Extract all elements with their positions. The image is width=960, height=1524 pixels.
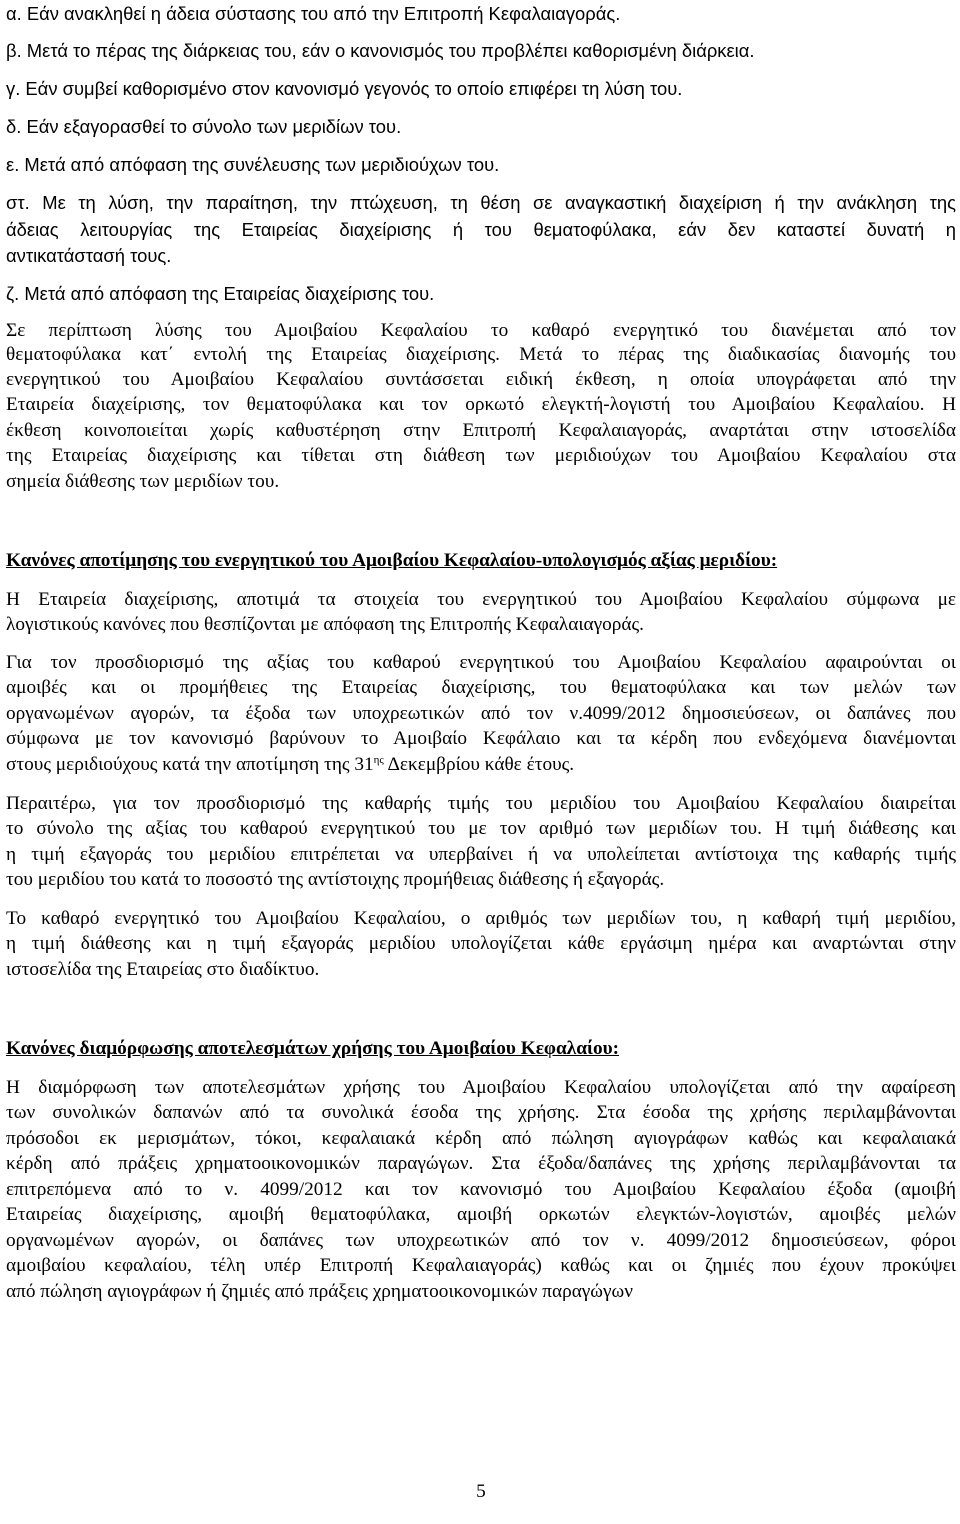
valuation-paragraph-3-line-4: του μεριδίου του κατά το ποσοστό της αντίστοιχης προμήθειας διάθεσης ή εξαγοράς.	[6, 869, 665, 890]
liquidation-paragraph-line-6: της Εταιρείας διαχείρισης και τίθεται στη διάθεση των μεριδιούχων του Αμοιβαίου Κεφαλαίου στα	[6, 445, 956, 466]
valuation-paragraph-3-line-1: Περαιτέρω, για τον προσδιορισμό της καθαρής τιμής του μεριδίου του Αμοιβαίου Κεφαλαίου διαιρείται	[6, 793, 956, 814]
liquidation-paragraph-line-1: Σε περίπτωση λύσης του Αμοιβαίου Κεφαλαίου το καθαρό ενεργητικό του διανέμεται από τον	[6, 320, 956, 341]
liquidation-paragraph-line-5: έκθεση κοινοποιείται χωρίς καθυστέρηση στην Επιτροπή Κεφαλαιαγοράς, αναρτάται στην ιστοσελίδα	[6, 420, 956, 441]
list-item-c: γ. Εάν συμβεί καθορισμένο στον κανονισμό γεγονός το οποίο επιφέρει τη λύση του.	[6, 78, 683, 99]
results-paragraph-line-8: αμοιβαίου κεφαλαίου, τέλη υπέρ Επιτροπή Κεφαλαιαγοράς) καθώς και οι ζημιές που έχουν προκύψει	[6, 1255, 956, 1276]
document-page	[6, 0, 956, 1524]
list-item-st-line-2: άδειας λειτουργίας της Εταιρείας διαχείρισης ή του θεματοφύλακα, εάν δεν καταστεί δυνατή η	[6, 219, 956, 240]
ordinal-superscript: ης	[373, 754, 384, 766]
valuation-paragraph-2-line-1: Για τον προσδιορισμό της αξίας του καθαρού ενεργητικού του Αμοιβαίου Κεφαλαίου αφαιρούνται οι	[6, 652, 956, 673]
results-paragraph-line-1: Η διαμόρφωση των αποτελεσμάτων χρήσης του Αμοιβαίου Κεφαλαίου υπολογίζεται από την αφαίρεση	[6, 1077, 956, 1098]
results-paragraph-line-7: οργανωμένων αγορών, οι δαπάνες των υποχρεωτικών από τον ν. 4099/2012 δημοσιεύσεων, φόροι	[6, 1230, 956, 1251]
valuation-heading: Κανόνες αποτίμησης του ενεργητικού του Αμοιβαίου Κεφαλαίου-υπολογισμός αξίας μεριδίου:	[6, 550, 778, 571]
results-paragraph-line-4: κέρδη από πράξεις χρηματοοικονομικών παραγώγων. Στα έξοδα/δαπάνες της χρήσης περιλαμβάνονται τα	[6, 1153, 956, 1174]
list-item-st-line-1: στ. Με τη λύση, την παραίτηση, την πτώχευση, τη θέση σε αναγκαστική διαχείριση ή την ανάκληση της	[6, 192, 956, 213]
valuation-paragraph-2-line-2: αμοιβές και οι προμήθειες της Εταιρείας διαχείρισης, του θεματοφύλακα και των μελών των	[6, 677, 956, 698]
page-number: 5	[476, 1481, 486, 1502]
valuation-paragraph-1-line-2: λογιστικούς κανόνες που θεσπίζονται με απόφαση της Επιτροπής Κεφαλαιαγοράς.	[6, 614, 644, 635]
list-item-d: δ. Εάν εξαγορασθεί το σύνολο των μεριδίων του.	[6, 116, 402, 137]
list-item-e: ε. Μετά από απόφαση της συνέλευσης των μεριδιούχων του.	[6, 154, 500, 175]
valuation-paragraph-3-line-3: η τιμή εξαγοράς του μεριδίου επιτρέπεται να υπερβαίνει ή να υπολείπεται αντίστοιχα της καθαρής τιμής	[6, 844, 956, 865]
valuation-paragraph-3-line-2: το σύνολο της αξίας του καθαρού ενεργητικού του με τον αριθμό των μεριδίων του. Η τιμή διάθεσης και	[6, 818, 956, 839]
results-paragraph-line-3: πρόσοδοι εκ μερισμάτων, τόκοι, κεφαλαιακά κέρδη από πώληση αγιογράφων καθώς και κεφαλαιακά	[6, 1128, 956, 1149]
results-paragraph-line-9: από πώληση αγιογράφων ή ζημιές από πράξεις χρηματοοικονομικών παραγώγων	[6, 1281, 633, 1302]
liquidation-paragraph-line-4: Εταιρεία διαχείρισης, τον θεματοφύλακα και τον ορκωτό ελεγκτή-λογιστή του Αμοιβαίου Κεφαλαίου. Η	[6, 394, 956, 415]
valuation-line-text-end: Δεκεμβρίου κάθε έτους.	[383, 754, 575, 775]
valuation-paragraph-2-line-5	[6, 753, 956, 777]
liquidation-paragraph-line-2: θεματοφύλακα κατ΄ εντολή της Εταιρείας διαχείρισης. Μετά το πέρας της διαδικασίας διανομής του	[6, 344, 956, 365]
valuation-paragraph-1-line-1: Η Εταιρεία διαχείρισης, αποτιμά τα στοιχεία του ενεργητικού του Αμοιβαίου Κεφαλαίου σύμφωνα με	[6, 589, 956, 610]
list-item-b: β. Μετά το πέρας της διάρκειας του, εάν ο κανονισμός του προβλέπει καθορισμένη διάρκεια.	[6, 40, 755, 61]
results-heading: Κανόνες διαμόρφωσης αποτελεσμάτων χρήσης του Αμοιβαίου Κεφαλαίου:	[6, 1038, 620, 1059]
valuation-paragraph-4-line-2: η τιμή διάθεσης και η τιμή εξαγοράς μεριδίου υπολογίζεται κάθε εργάσιμη ημέρα και αναρτώνται στην	[6, 933, 956, 954]
results-paragraph-line-6: Εταιρείας διαχείρισης, αμοιβή θεματοφύλακα, αμοιβή ορκωτών ελεγκτών-λογιστών, αμοιβές μελών	[6, 1204, 956, 1225]
results-paragraph-line-5: επιτρεπόμενα από το ν. 4099/2012 και τον κανονισμό του Αμοιβαίου Κεφαλαίου έξοδα (αμοιβή	[6, 1179, 956, 1200]
valuation-line-text-start: στους μεριδιούχους κατά την αποτίμηση της 31	[6, 754, 374, 775]
valuation-paragraph-2-line-3: οργανωμένων αγορών, τα έξοδα των υποχρεωτικών από τον ν.4099/2012 δημοσιεύσεων, οι δαπάνες που	[6, 703, 956, 724]
results-paragraph-line-2: των συνολικών δαπανών από τα συνολικά έσοδα της χρήσης. Στα έσοδα της χρήσης περιλαμβάνονται	[6, 1102, 956, 1123]
liquidation-paragraph-line-7: σημεία διάθεσης των μεριδίων του.	[6, 471, 280, 492]
valuation-paragraph-4-line-3: ιστοσελίδα της Εταιρείας στο διαδίκτυο.	[6, 959, 320, 980]
valuation-paragraph-2-line-4: σύμφωνα με τον κανονισμό βαρύνουν το Αμοιβαίο Κεφάλαιο και τα κέρδη που ενδεχόμενα διανέμονται	[6, 728, 956, 749]
liquidation-paragraph-line-3: ενεργητικού του Αμοιβαίου Κεφαλαίου συντάσσεται ειδική έκθεση, η οποία υπογράφεται από την	[6, 369, 956, 390]
list-item-a: α. Εάν ανακληθεί η άδεια σύστασης του από την Επιτροπή Κεφαλαιαγοράς.	[6, 3, 621, 24]
list-item-z: ζ. Μετά από απόφαση της Εταιρείας διαχείρισης του.	[6, 283, 435, 304]
valuation-paragraph-4-line-1: Το καθαρό ενεργητικό του Αμοιβαίου Κεφαλαίου, ο αριθμός των μεριδίων του, η καθαρή τιμή μεριδίου,	[6, 908, 956, 929]
list-item-st-line-3: αντικατάστασή τους.	[6, 245, 172, 266]
